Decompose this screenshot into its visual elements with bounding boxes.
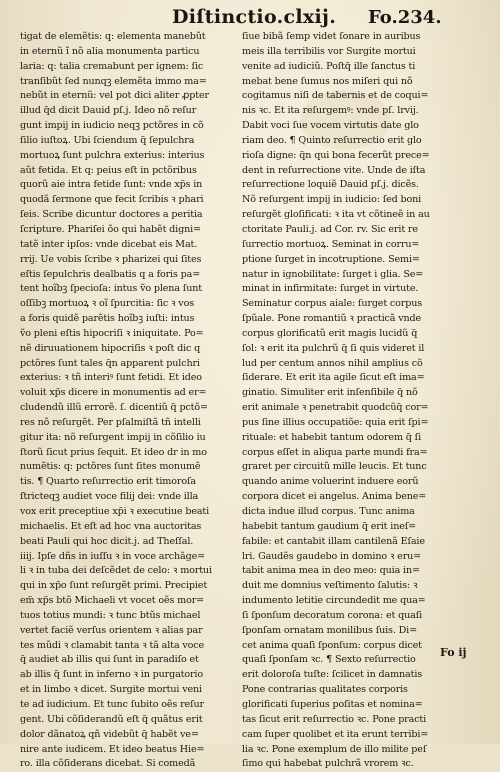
- text-line: cogitamus niſi de tabernis et de coqui=: [242, 90, 429, 102]
- text-line: oſſibꝫ mortuoꝝ ꝛ oĩ ſpurcitia: ſic ꝛ vos: [20, 298, 194, 310]
- text-line: et in limbo ꝛ dicet. Surgite mortui veni: [20, 684, 202, 696]
- text-line: ſol: ꝛ erit ita pulchrũ q̃ ſi quis videret il: [242, 342, 425, 354]
- text-line: corpus glorificatũ erit magis lucidũ q̃: [242, 327, 418, 339]
- text-line: tis. ¶ Quarto reſurrectio erit timoroſa: [20, 476, 196, 488]
- text-line: ſtricteqꝫ audiet voce filij dei: vnde illa: [20, 491, 199, 503]
- text-line: rituale: et habebit tantum odorem q̃ ſi: [242, 431, 421, 443]
- text-line: ſilio iuſtoꝝ. Ubi ſciendum q̃ ſepulchra: [20, 134, 195, 146]
- text-line: tes mũdi ꝛ clamabit tanta ꝛ tã alta voce: [20, 639, 204, 651]
- text-line: voluit xp̃s dicere in monumentis ad er=: [20, 387, 207, 399]
- text-line: nire ante iudicem. Et ideo beatus Hie=: [20, 743, 205, 755]
- text-line: ab illis q̃ ſunt in inferno ꝛ in purgatorio: [20, 669, 203, 681]
- text-line: te ad iudicium. Et tunc ſubito oẽs reſur: [20, 698, 204, 710]
- text-line: pctõres ſunt tales q̃n apparent pulchri: [20, 357, 200, 369]
- text-line: dolor dãnatoꝝ qñ videbũt q̃ habẽt ve=: [20, 728, 199, 740]
- text-line: eſtis ſepulchris dealbatis q a foris pa=: [20, 268, 201, 280]
- right-text-column: [242, 30, 482, 772]
- text-line: fabile: et cantabit illam cantilenã Eſaie: [242, 535, 425, 547]
- text-line: ptione ſurget in incotruptione. Semi=: [242, 253, 420, 265]
- text-line: ſeis. Scribe dicuntur doctores a peritia: [20, 209, 203, 221]
- text-line: ſponſam ornatam monilibus ſuis. Di=: [242, 624, 417, 636]
- text-line: meis illa terribilis vor Surgite mortui: [242, 45, 416, 57]
- text-line: a foris quidẽ parẽtis hoĩbꝫ iuſti: intus: [20, 313, 195, 325]
- text-line: tent hoĩbꝫ ſpecioſa: intus ṽo plena ſunt: [20, 283, 202, 295]
- page-header: [0, 6, 500, 32]
- text-line: venite ad iudiciũ. Poſtq̃ ille ſanctus ti: [242, 60, 416, 72]
- text-line: quorũ aie intra fetide ſunt: vnde xp̃s in: [20, 179, 203, 191]
- text-line: numẽtis: q: pctõres ſunt ſites monumẽ: [20, 461, 201, 473]
- text-line: laria: q: talia cremabunt per ignem: ſic: [20, 60, 204, 72]
- text-line: pus ſine illius occupatiõe: quia erit ſpi=: [242, 416, 429, 428]
- text-line: gitur ita: nõ reſurgent impij in cõſilio iu: [20, 431, 206, 443]
- text-line: res nõ reſurgẽt. Per pſalmiſtã tñ intelli: [20, 416, 201, 428]
- left-text-column: [20, 30, 232, 772]
- text-line: corpus eſſet in aliqua parte mundi fra=: [242, 446, 428, 458]
- text-line: qui in xp̃o ſunt reſurgẽt primi. Precipiet: [20, 580, 208, 592]
- text-line: dent in reſurrectione vite. Unde de iſta: [242, 164, 426, 176]
- text-line: ctoritate Pauli.j. ad Cor. rv. Sic erit re: [242, 223, 418, 235]
- text-line: aũt fetida. Et q: peius eſt in pctõribus: [20, 164, 197, 176]
- text-line: tabit anima mea in deo meo: quia in=: [242, 565, 420, 577]
- text-line: duit me domnius veſtimento ſalutis: ꝛ: [242, 580, 418, 592]
- text-line: cam ſuper quolibet et ita erunt terribi=: [242, 728, 429, 740]
- text-line: exterius: ꝛ tñ interiꝰ ſunt fetidi. Et ideo: [20, 372, 202, 384]
- text-line: tas ſicut erit reſurrectio ꝛc. Pone practi: [242, 713, 427, 725]
- text-line: lia ꝛc. Pone exemplum de illo milite peſ: [242, 743, 427, 755]
- text-line: mortuoꝝ ſunt pulchra exterius: interius: [20, 149, 205, 161]
- text-line: ſpũale. Pone romantiũ ꝛ practicã vnde: [242, 313, 422, 325]
- text-line: nebũt in eternũ: vel pot dici aliter ꝓpter: [20, 90, 209, 102]
- folio-number: Fo.234.: [368, 7, 442, 28]
- text-line: dicta indue illud corpus. Tunc anima: [242, 506, 415, 517]
- text-line: corpora dicet ei angelus. Anima bene=: [242, 491, 427, 503]
- text-line: vertet faciẽ verſus orientem ꝛ alias par: [20, 624, 203, 636]
- text-line: Pone contrarias qualitates corporis: [242, 684, 408, 696]
- text-line: ſcripture. Phariſei õo qui habẽt digni=: [20, 223, 201, 235]
- text-line: rioſa digne: q̃n qui bona fecerũt prece=: [242, 149, 430, 161]
- signature-mark: Fo ij: [440, 646, 467, 659]
- text-line: ſi ſponſum decoratum corona: et quaſi: [242, 609, 423, 621]
- text-line: iiij. Ipſe dñs in iuſſu ꝛ in voce archãge=: [20, 550, 205, 562]
- text-line: riam deo. ¶ Quinto reſurrectio erit glo: [242, 134, 422, 146]
- text-line: tranſibũt ſed nunqꝫ elemẽta immo ma=: [20, 75, 207, 87]
- text-line: beati Pauli qui hoc dicit.j. ad Theſſal.: [20, 535, 194, 547]
- text-line: natur in ignobilitate: ſurget i glia. Se=: [242, 268, 424, 280]
- text-line: Seminatur corpus aiale: ſurget corpus: [242, 298, 423, 310]
- text-line: gunt impij in iudicio neqꝫ pctõres in cõ: [20, 120, 204, 132]
- text-line: lri. Gaudẽs gaudebo in domino ꝛ eru=: [242, 550, 422, 562]
- text-line: vox erit preceptiue xp̃i ꝛ executiue beati: [20, 506, 210, 517]
- text-line: graret per circuitũ mille leucis. Et tunc: [242, 461, 427, 473]
- text-line: ſimo qui habebat pulchrã vrorem ꝛc.: [242, 758, 414, 770]
- text-line: lud per centum annos nihil amplius cõ: [242, 357, 423, 369]
- text-line: nis ꝛc. Et ita reſurgemꝰ: vnde pſ. lrvij.: [242, 105, 419, 117]
- text-line: tatẽ inter ipſos: vnde dicebat eis Mat.: [20, 238, 198, 250]
- text-line: ginatio. Simuliter erit inſenſibile q̃ nõ: [242, 387, 418, 399]
- text-line: ſurrectio mortuoꝝ. Seminat in corru=: [242, 238, 420, 250]
- text-line: nẽ diruuationem hipocriſis ꝛ poſt dic q: [20, 342, 201, 354]
- text-line: li ꝛ in tuba dei deſcẽdet de celo: ꝛ mortui: [20, 565, 212, 577]
- text-line: ro. illa cõſiderans dicebat. Si comedã: [20, 758, 196, 770]
- text-line: mebat bene ſumus nos miſeri qui nõ: [242, 75, 413, 87]
- text-line: minat in infirmitate: ſurget in virtute.: [242, 283, 419, 295]
- text-line: erit doloroſa tuſte: ſcilicet in damnatis: [242, 669, 423, 681]
- text-line: gent. Ubi cõſiderandũ eſt q̃ quãtus erit: [20, 713, 203, 725]
- text-line: ṽo pleni eſtis hipocriſi ꝛ iniquitate. Po=: [20, 327, 204, 339]
- text-line: quando anime voluerint induere eorũ: [242, 476, 419, 488]
- text-line: cet anima quaſi ſponſum: corpus dicet: [242, 639, 422, 651]
- text-line: ſtorũ ſicut prius ſequit. Et ideo dr in mo: [20, 446, 207, 458]
- text-line: rrij. Ue vobis ſcribe ꝛ pharizei qui ſites: [20, 253, 202, 265]
- text-line: quaſi ſponſam ꝛc. ¶ Sexto reſurrectio: [242, 654, 416, 666]
- text-line: habebit tantum gaudium q̃ erit ineſ=: [242, 520, 417, 532]
- text-line: illud q̃d dicit Dauid pſ.j. Ideo nõ reſur: [20, 105, 197, 117]
- text-line: erit animale ꝛ penetrabit quodcũq̃ cor=: [242, 402, 429, 414]
- text-line: michaelis. Et eſt ad hoc vna auctoritas: [20, 520, 202, 532]
- text-line: reſurrectione loquiẽ Dauid pſ.j. dicẽs.: [242, 179, 419, 191]
- text-line: ſiderare. Et erit ita agile ſicut eſt ima=: [242, 372, 425, 384]
- text-line: quodã ſermone que fecit ſcribis ꝛ phari: [20, 194, 204, 206]
- text-line: indumento letitie circundedit me qua=: [242, 595, 426, 607]
- text-line: Dabit voci ſue vocem virtutis date glo: [242, 120, 419, 132]
- text-line: q̃ audiet ab illis qui ſunt in paradiſo et: [20, 654, 199, 666]
- text-line: glorificati ſuperius poſitas et nomina=: [242, 698, 423, 710]
- text-line: Nõ reſurgent impij in iudicio: ſed boni: [242, 194, 422, 206]
- text-line: in eternũ ĩ nõ alia monumenta particu: [20, 45, 200, 57]
- text-line: cludendũ illũ errorẽ. ſ. dicentiũ q̃ pctõ=: [20, 402, 208, 414]
- text-line: ſiue bibã ſemp videt ſonare in auribus: [242, 31, 421, 42]
- text-line: tigat de elemẽtis: q: elementa manebũt: [20, 31, 206, 42]
- text-line: reſurgẽt gloſificati: ꝛ ita vt cõtineẽ in au: [242, 209, 430, 221]
- text-line: em̃ xp̃s btõ Michaeli vt vocet oẽs mor=: [20, 595, 205, 607]
- running-head: Diſtinctio.clxij.: [172, 6, 337, 28]
- text-line: tuos totius mundi: ꝛ tunc btũs michael: [20, 609, 201, 621]
